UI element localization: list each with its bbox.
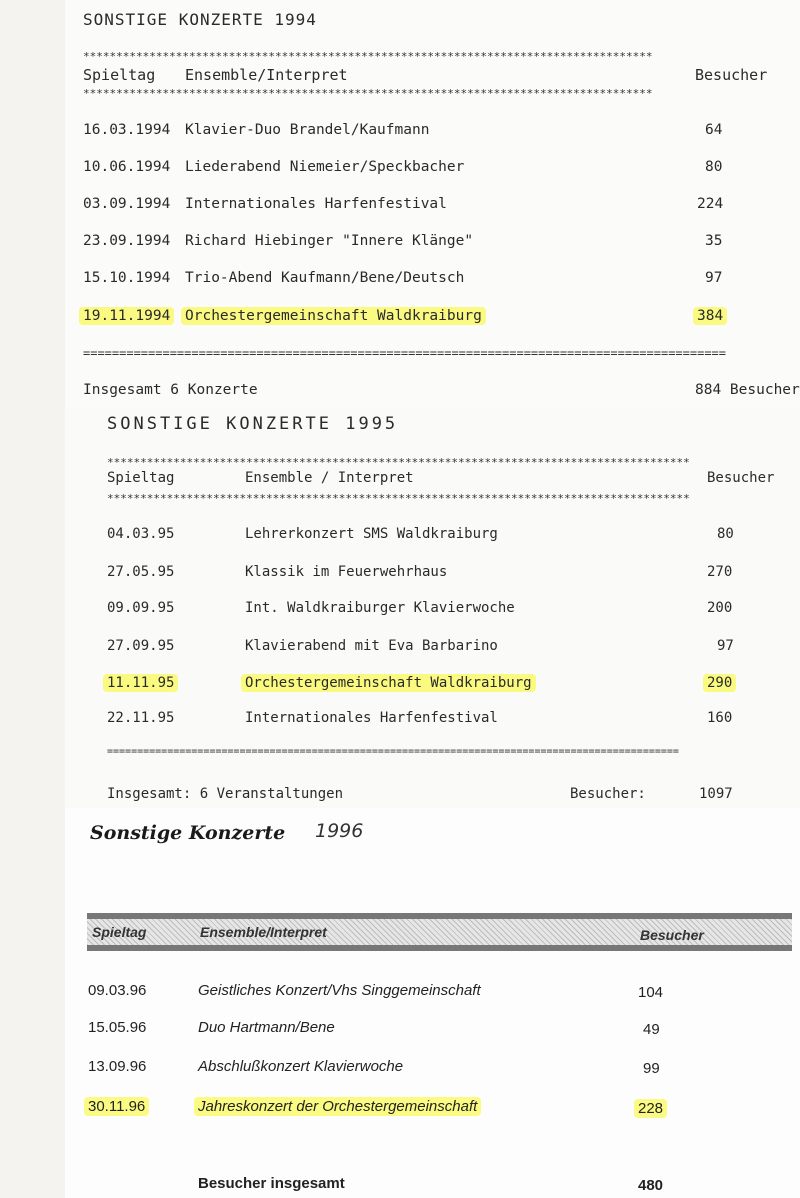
row-visitors: 160 [707,710,733,726]
row-visitors: 49 [643,1021,660,1038]
row-visitors-highlighted: 384 [693,307,727,325]
row-visitors-highlighted: 228 [634,1099,667,1118]
header-date: Spieltag [107,470,175,486]
row-visitors: 97 [717,638,734,654]
row-date-highlighted: 11.11.95 [103,674,178,692]
total-visitors-label: Besucher: [570,786,646,802]
title-1994: SONSTIGE KONZERTE 1994 [83,10,317,29]
row-ensemble: Abschlußkonzert Klavierwoche [198,1058,404,1075]
row-ensemble: Int. Waldkraiburger Klavierwoche [245,600,515,616]
total-label: Besucher insgesamt [198,1175,345,1192]
row-visitors: 35 [705,233,723,249]
total-visitors: 480 [638,1177,664,1194]
total-label: Insgesamt 6 Konzerte [83,382,258,398]
row-visitors: 104 [638,984,664,1001]
row-ensemble: Duo Hartmann/Bene [198,1019,335,1036]
header-date: Spieltag [92,924,147,940]
row-ensemble-highlighted: Orchestergemeinschaft Waldkraiburg [181,307,486,325]
row-ensemble: Lehrerkonzert SMS Waldkraiburg [245,526,498,542]
concerts-1994-section [65,0,800,408]
row-date: 22.11.95 [107,710,175,726]
row-date-highlighted: 19.11.1994 [79,307,174,325]
row-ensemble-highlighted: Orchestergemeinschaft Waldkraiburg [241,674,536,692]
row-date: 04.03.95 [107,526,175,542]
row-ensemble: Trio-Abend Kaufmann/Bene/Deutsch [185,270,465,286]
row-visitors: 270 [707,564,733,580]
star-rule-bottom: ************************************************************************************** [83,87,653,100]
total-label: Insgesamt: 6 Veranstaltungen [107,786,344,802]
row-date: 09.03.96 [88,982,147,999]
row-visitors: 80 [705,159,723,175]
year-1996: 1996 [315,820,364,842]
row-visitors: 99 [643,1060,660,1077]
concerts-1996-section [65,808,800,1198]
title-1995: SONSTIGE KONZERTE 1995 [107,414,399,434]
total-visitors: 1097 [699,786,733,802]
row-visitors: 224 [697,196,724,212]
row-ensemble: Internationales Harfenfestival [245,710,498,726]
equals-rule: ========================================================================================= [83,346,726,360]
equals-rule: =============================================================================================== [107,746,679,757]
row-date: 15.10.1994 [83,270,171,286]
row-date: 27.09.95 [107,638,175,654]
row-date: 13.09.96 [88,1058,147,1075]
row-date: 09.09.95 [107,600,175,616]
header-visitors: Besucher [695,66,768,84]
row-date: 03.09.1994 [83,196,171,212]
star-rule-bottom: **************************************************************************************** [107,492,690,505]
star-rule-top: ************************************************************************************** [83,50,653,63]
title-1996: Sonstige Konzerte [90,822,286,844]
star-rule-top: **************************************************************************************** [107,456,690,469]
row-date: 27.05.95 [107,564,175,580]
row-visitors: 64 [705,122,723,138]
row-ensemble: Internationales Harfenfestival [185,196,447,212]
header-ensemble: Ensemble/Interpret [200,924,327,940]
row-ensemble: Klavier-Duo Brandel/Kaufmann [185,122,430,138]
row-date: 16.03.1994 [83,122,171,138]
total-visitors: 884 Besucher [695,382,800,398]
row-visitors: 97 [705,270,723,286]
header-visitors: Besucher [707,470,775,486]
header-ensemble: Ensemble/Interpret [185,66,348,84]
row-ensemble: Liederabend Niemeier/Speckbacher [185,159,465,175]
row-visitors: 80 [717,526,734,542]
row-ensemble: Klavierabend mit Eva Barbarino [245,638,498,654]
header-date: Spieltag [83,66,156,84]
row-ensemble-highlighted: Jahreskonzert der Orchestergemeinschaft [194,1097,481,1116]
concerts-1995-section [65,408,800,808]
header-visitors: Besucher [640,927,704,943]
row-date: 23.09.1994 [83,233,171,249]
row-ensemble: Klassik im Feuerwehrhaus [245,564,448,580]
row-visitors: 200 [707,600,733,616]
row-date: 15.05.96 [88,1019,147,1036]
header-ensemble: Ensemble / Interpret [245,470,414,486]
row-date: 10.06.1994 [83,159,171,175]
row-ensemble: Richard Hiebinger "Innere Klänge" [185,233,474,249]
row-ensemble: Geistliches Konzert/Vhs Singgemeinschaft [198,982,481,999]
row-date-highlighted: 30.11.96 [84,1097,149,1116]
row-visitors-highlighted: 290 [703,674,736,692]
